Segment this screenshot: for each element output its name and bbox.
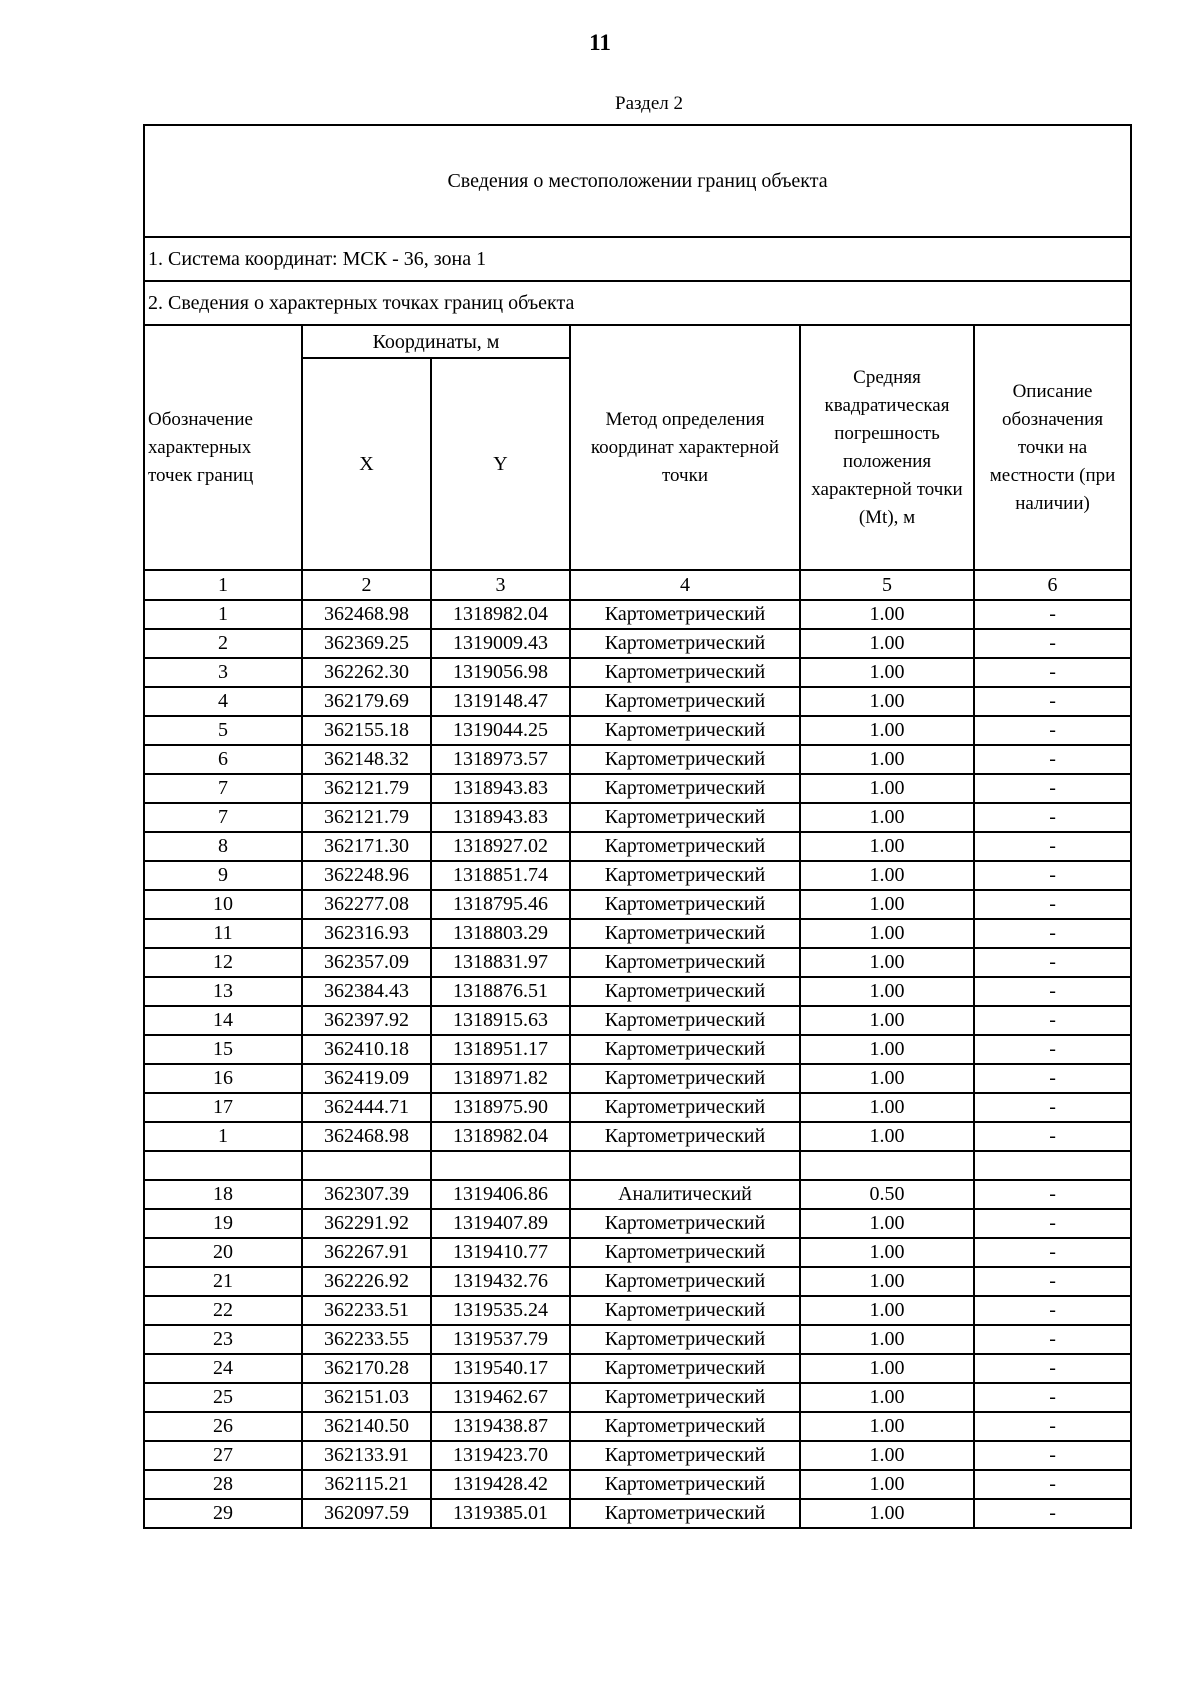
cell-x: 362121.79 xyxy=(302,774,431,803)
cell-y: 1319044.25 xyxy=(431,716,570,745)
table-row xyxy=(144,658,1131,687)
cell-error: 1.00 xyxy=(800,919,974,948)
cell-error: 1.00 xyxy=(800,1122,974,1151)
cell-description: - xyxy=(974,1180,1131,1209)
cell-y: 1319056.98 xyxy=(431,658,570,687)
table-row xyxy=(144,1354,1131,1383)
table-row xyxy=(144,1499,1131,1528)
cell-method: Картометрический xyxy=(570,919,800,948)
cell-y: 1319148.47 xyxy=(431,687,570,716)
cell-error: 1.00 xyxy=(800,687,974,716)
cell-error: 0.50 xyxy=(800,1180,974,1209)
cell-error: 1.00 xyxy=(800,1238,974,1267)
cell-point: 1 xyxy=(144,600,302,629)
cell-y: 1318982.04 xyxy=(431,600,570,629)
cell-x: 362419.09 xyxy=(302,1064,431,1093)
cell-method: Картометрический xyxy=(570,890,800,919)
cell-error: 1.00 xyxy=(800,1441,974,1470)
table-row xyxy=(144,803,1131,832)
cell-error: 1.00 xyxy=(800,1296,974,1325)
col-header-error: Средняя квадратическая погрешность положения характерной точки (Mt), м xyxy=(800,325,974,570)
table-row xyxy=(144,1209,1131,1238)
col-header-designation: Обозначение характерных точек границ xyxy=(144,325,302,570)
cell-x: 362384.43 xyxy=(302,977,431,1006)
cell-description: - xyxy=(974,1383,1131,1412)
cell-description: - xyxy=(974,977,1131,1006)
cell-point: 20 xyxy=(144,1238,302,1267)
cell-description: - xyxy=(974,658,1131,687)
page-number: 11 xyxy=(589,30,611,55)
col-header-y: Y xyxy=(431,358,570,570)
cell-description: - xyxy=(974,948,1131,977)
table-row xyxy=(144,1151,1131,1180)
cell-point: 5 xyxy=(144,716,302,745)
cell-error: 1.00 xyxy=(800,716,974,745)
cell-method: Картометрический xyxy=(570,1093,800,1122)
cell-x: 362291.92 xyxy=(302,1209,431,1238)
cell-y: 1319438.87 xyxy=(431,1412,570,1441)
cell-description: - xyxy=(974,1470,1131,1499)
cell-x: 362121.79 xyxy=(302,803,431,832)
cell-error: 1.00 xyxy=(800,600,974,629)
cell-error xyxy=(800,1151,974,1180)
cell-description: - xyxy=(974,716,1131,745)
cell-error: 1.00 xyxy=(800,1267,974,1296)
cell-x: 362171.30 xyxy=(302,832,431,861)
cell-method: Картометрический xyxy=(570,977,800,1006)
cell-y: 1318927.02 xyxy=(431,832,570,861)
cell-y: 1318971.82 xyxy=(431,1064,570,1093)
cell-description: - xyxy=(974,1093,1131,1122)
cell-error: 1.00 xyxy=(800,1383,974,1412)
cell-point: 24 xyxy=(144,1354,302,1383)
cell-x: 362277.08 xyxy=(302,890,431,919)
cell-y: 1318831.97 xyxy=(431,948,570,977)
cell-method: Картометрический xyxy=(570,1412,800,1441)
table-row xyxy=(144,745,1131,774)
cell-y: 1319009.43 xyxy=(431,629,570,658)
cell-method: Картометрический xyxy=(570,1064,800,1093)
cell-x: 362468.98 xyxy=(302,1122,431,1151)
cell-point: 8 xyxy=(144,832,302,861)
table-row xyxy=(144,1383,1131,1412)
cell-description: - xyxy=(974,1267,1131,1296)
cell-x: 362369.25 xyxy=(302,629,431,658)
column-number: 5 xyxy=(800,570,974,600)
cell-point: 18 xyxy=(144,1180,302,1209)
cell-point: 21 xyxy=(144,1267,302,1296)
cell-error: 1.00 xyxy=(800,832,974,861)
cell-y: 1319428.42 xyxy=(431,1470,570,1499)
cell-method: Картометрический xyxy=(570,948,800,977)
cell-y: 1318803.29 xyxy=(431,919,570,948)
cell-x: 362140.50 xyxy=(302,1412,431,1441)
cell-error: 1.00 xyxy=(800,1354,974,1383)
cell-description: - xyxy=(974,1354,1131,1383)
cell-description: - xyxy=(974,890,1131,919)
cell-error: 1.00 xyxy=(800,1006,974,1035)
table-row xyxy=(144,1470,1131,1499)
cell-y: 1318943.83 xyxy=(431,803,570,832)
cell-method: Картометрический xyxy=(570,774,800,803)
cell-description: - xyxy=(974,1499,1131,1528)
cell-y: 1318915.63 xyxy=(431,1006,570,1035)
cell-error: 1.00 xyxy=(800,1470,974,1499)
cell-y xyxy=(431,1151,570,1180)
cell-y: 1319406.86 xyxy=(431,1180,570,1209)
table-row xyxy=(144,919,1131,948)
cell-description: - xyxy=(974,1296,1131,1325)
cell-method: Картометрический xyxy=(570,1006,800,1035)
cell-point: 29 xyxy=(144,1499,302,1528)
cell-method: Картометрический xyxy=(570,658,800,687)
table-title: Сведения о местоположении границ объекта xyxy=(144,125,1131,237)
cell-method: Картометрический xyxy=(570,745,800,774)
cell-error: 1.00 xyxy=(800,1093,974,1122)
cell-method: Картометрический xyxy=(570,861,800,890)
cell-y: 1319432.76 xyxy=(431,1267,570,1296)
cell-y: 1319410.77 xyxy=(431,1238,570,1267)
cell-point: 19 xyxy=(144,1209,302,1238)
cell-x: 362233.51 xyxy=(302,1296,431,1325)
cell-x: 362233.55 xyxy=(302,1325,431,1354)
table-row xyxy=(144,1441,1131,1470)
cell-method: Картометрический xyxy=(570,1035,800,1064)
cell-y: 1319540.17 xyxy=(431,1354,570,1383)
cell-point: 12 xyxy=(144,948,302,977)
cell-error: 1.00 xyxy=(800,1209,974,1238)
cell-description: - xyxy=(974,600,1131,629)
table-row xyxy=(144,1412,1131,1441)
col-header-coordinates: Координаты, м xyxy=(302,325,570,358)
cell-method: Картометрический xyxy=(570,600,800,629)
cell-point: 7 xyxy=(144,803,302,832)
cell-point: 25 xyxy=(144,1383,302,1412)
cell-error: 1.00 xyxy=(800,803,974,832)
cell-x: 362444.71 xyxy=(302,1093,431,1122)
cell-description: - xyxy=(974,1064,1131,1093)
cell-y: 1318973.57 xyxy=(431,745,570,774)
cell-description: - xyxy=(974,1035,1131,1064)
cell-y: 1319407.89 xyxy=(431,1209,570,1238)
cell-method: Картометрический xyxy=(570,832,800,861)
cell-method: Картометрический xyxy=(570,1499,800,1528)
cell-x: 362267.91 xyxy=(302,1238,431,1267)
cell-method: Картометрический xyxy=(570,1470,800,1499)
table-row xyxy=(144,1006,1131,1035)
cell-error: 1.00 xyxy=(800,1412,974,1441)
cell-method: Аналитический xyxy=(570,1180,800,1209)
cell-x: 362115.21 xyxy=(302,1470,431,1499)
cell-point: 27 xyxy=(144,1441,302,1470)
cell-y: 1319535.24 xyxy=(431,1296,570,1325)
cell-y: 1318851.74 xyxy=(431,861,570,890)
cell-error: 1.00 xyxy=(800,658,974,687)
cell-y: 1318876.51 xyxy=(431,977,570,1006)
cell-description: - xyxy=(974,1238,1131,1267)
cell-point: 16 xyxy=(144,1064,302,1093)
cell-point: 4 xyxy=(144,687,302,716)
table-row xyxy=(144,1325,1131,1354)
cell-method: Картометрический xyxy=(570,1296,800,1325)
column-number: 2 xyxy=(302,570,431,600)
cell-point: 3 xyxy=(144,658,302,687)
table-row xyxy=(144,832,1131,861)
cell-error: 1.00 xyxy=(800,948,974,977)
cell-error: 1.00 xyxy=(800,890,974,919)
points-header: 2. Сведения о характерных точках границ объекта xyxy=(144,281,1131,325)
cell-method: Картометрический xyxy=(570,716,800,745)
cell-description: - xyxy=(974,1122,1131,1151)
cell-method: Картометрический xyxy=(570,1238,800,1267)
cell-x: 362179.69 xyxy=(302,687,431,716)
cell-point: 7 xyxy=(144,774,302,803)
table-row xyxy=(144,861,1131,890)
boundary-points-table xyxy=(143,124,1132,1529)
cell-description: - xyxy=(974,774,1131,803)
cell-x: 362155.18 xyxy=(302,716,431,745)
cell-method: Картометрический xyxy=(570,629,800,658)
table-row xyxy=(144,1035,1131,1064)
cell-x: 362097.59 xyxy=(302,1499,431,1528)
cell-error: 1.00 xyxy=(800,1325,974,1354)
cell-error: 1.00 xyxy=(800,1064,974,1093)
cell-method: Картометрический xyxy=(570,1441,800,1470)
col-header-method: Метод определения координат характерной точки xyxy=(570,325,800,570)
cell-x: 362316.93 xyxy=(302,919,431,948)
cell-description: - xyxy=(974,687,1131,716)
cell-method xyxy=(570,1151,800,1180)
table-row xyxy=(144,890,1131,919)
cell-point: 15 xyxy=(144,1035,302,1064)
table-row xyxy=(144,1122,1131,1151)
cell-point: 14 xyxy=(144,1006,302,1035)
cell-point: 13 xyxy=(144,977,302,1006)
cell-x: 362148.32 xyxy=(302,745,431,774)
table-row xyxy=(144,629,1131,658)
table-row xyxy=(144,716,1131,745)
table-row xyxy=(144,977,1131,1006)
cell-x: 362468.98 xyxy=(302,600,431,629)
cell-error: 1.00 xyxy=(800,861,974,890)
column-number: 6 xyxy=(974,570,1131,600)
cell-point: 1 xyxy=(144,1122,302,1151)
cell-error: 1.00 xyxy=(800,977,974,1006)
column-number-row xyxy=(144,570,1131,600)
cell-error: 1.00 xyxy=(800,1499,974,1528)
cell-y: 1319537.79 xyxy=(431,1325,570,1354)
table-row xyxy=(144,774,1131,803)
cell-method: Картометрический xyxy=(570,1325,800,1354)
cell-description: - xyxy=(974,1441,1131,1470)
column-number: 4 xyxy=(570,570,800,600)
cell-y: 1319423.70 xyxy=(431,1441,570,1470)
cell-y: 1318951.17 xyxy=(431,1035,570,1064)
cell-point: 22 xyxy=(144,1296,302,1325)
cell-x: 362262.30 xyxy=(302,658,431,687)
cell-description: - xyxy=(974,919,1131,948)
cell-x: 362397.92 xyxy=(302,1006,431,1035)
cell-point: 28 xyxy=(144,1470,302,1499)
table-row xyxy=(144,600,1131,629)
cell-x: 362133.91 xyxy=(302,1441,431,1470)
cell-point xyxy=(144,1151,302,1180)
column-number: 3 xyxy=(431,570,570,600)
cell-x: 362357.09 xyxy=(302,948,431,977)
cell-method: Картометрический xyxy=(570,1209,800,1238)
table-row xyxy=(144,1238,1131,1267)
cell-point: 17 xyxy=(144,1093,302,1122)
cell-x: 362410.18 xyxy=(302,1035,431,1064)
cell-y: 1318982.04 xyxy=(431,1122,570,1151)
cell-x: 362307.39 xyxy=(302,1180,431,1209)
cell-point: 2 xyxy=(144,629,302,658)
cell-method: Картометрический xyxy=(570,1122,800,1151)
cell-description: - xyxy=(974,861,1131,890)
cell-x: 362248.96 xyxy=(302,861,431,890)
table-row xyxy=(144,1267,1131,1296)
table-row xyxy=(144,1296,1131,1325)
cell-y: 1318943.83 xyxy=(431,774,570,803)
table-row xyxy=(144,687,1131,716)
cell-error: 1.00 xyxy=(800,1035,974,1064)
column-number: 1 xyxy=(144,570,302,600)
cell-x: 362226.92 xyxy=(302,1267,431,1296)
cell-point: 6 xyxy=(144,745,302,774)
coordinate-system: 1. Система координат: МСК - 36, зона 1 xyxy=(144,237,1131,281)
cell-description: - xyxy=(974,1209,1131,1238)
cell-y: 1319462.67 xyxy=(431,1383,570,1412)
cell-method: Картометрический xyxy=(570,803,800,832)
cell-x: 362151.03 xyxy=(302,1383,431,1412)
cell-x xyxy=(302,1151,431,1180)
cell-y: 1318795.46 xyxy=(431,890,570,919)
table-row xyxy=(144,1093,1131,1122)
table-row xyxy=(144,948,1131,977)
cell-method: Картометрический xyxy=(570,1383,800,1412)
section-label: Раздел 2 xyxy=(615,93,683,114)
cell-method: Картометрический xyxy=(570,1267,800,1296)
cell-description: - xyxy=(974,1412,1131,1441)
cell-point: 10 xyxy=(144,890,302,919)
cell-error: 1.00 xyxy=(800,629,974,658)
cell-description xyxy=(974,1151,1131,1180)
cell-error: 1.00 xyxy=(800,745,974,774)
cell-description: - xyxy=(974,832,1131,861)
cell-method: Картометрический xyxy=(570,1354,800,1383)
cell-point: 26 xyxy=(144,1412,302,1441)
cell-x: 362170.28 xyxy=(302,1354,431,1383)
table-row xyxy=(144,1064,1131,1093)
table-row xyxy=(144,1180,1131,1209)
col-header-x: X xyxy=(302,358,431,570)
cell-description: - xyxy=(974,629,1131,658)
cell-method: Картометрический xyxy=(570,687,800,716)
cell-error: 1.00 xyxy=(800,774,974,803)
cell-description: - xyxy=(974,1325,1131,1354)
cell-description: - xyxy=(974,1006,1131,1035)
col-header-description: Описание обозначения точки на местности (при наличии) xyxy=(974,325,1131,570)
cell-point: 9 xyxy=(144,861,302,890)
cell-y: 1318975.90 xyxy=(431,1093,570,1122)
cell-description: - xyxy=(974,803,1131,832)
cell-description: - xyxy=(974,745,1131,774)
cell-point: 11 xyxy=(144,919,302,948)
cell-point: 23 xyxy=(144,1325,302,1354)
cell-y: 1319385.01 xyxy=(431,1499,570,1528)
